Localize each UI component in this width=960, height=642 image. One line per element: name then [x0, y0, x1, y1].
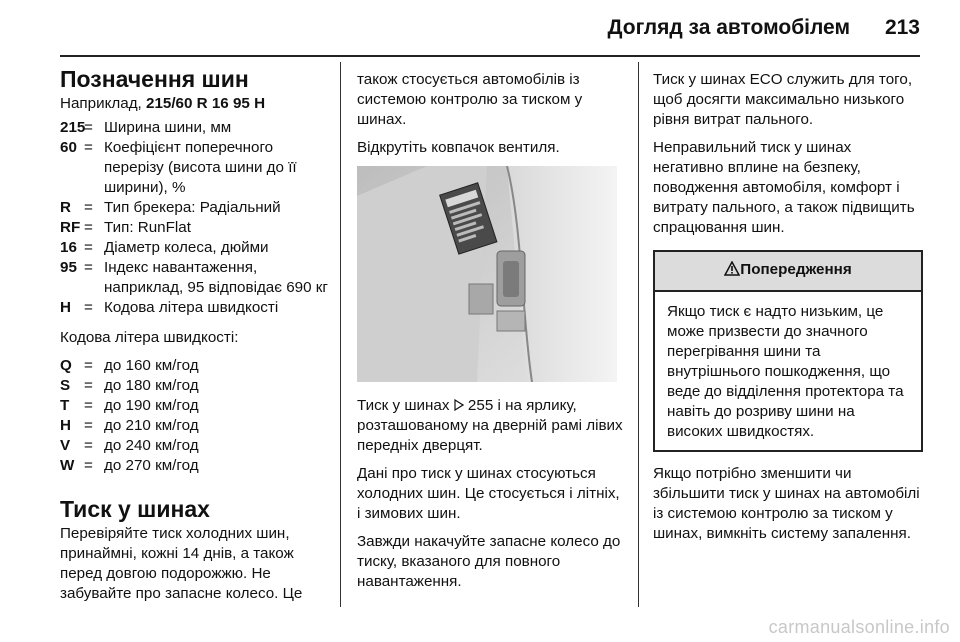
definition-row	[60, 198, 328, 218]
definition-value: до 210 км/год	[104, 417, 199, 434]
definition-value: до 240 км/год	[104, 437, 199, 454]
warning-header	[655, 252, 921, 292]
speed-list	[60, 356, 328, 476]
header-divider	[60, 55, 920, 57]
definition-equals: =	[84, 119, 93, 136]
definition-value: до 270 км/год	[104, 457, 199, 474]
triangle-arrow-icon	[454, 397, 464, 414]
definition-equals: =	[84, 437, 93, 454]
paragraph-cold-tyres: Дані про тиск у шинах стосуються холодних шин. Це стосується і літніх, і зимових шин.	[357, 465, 620, 522]
door-frame-label-photo	[357, 166, 617, 382]
paragraph-incorrect-pressure: Неправильний тиск у шинах негативно вплине на безпеку, поводження автомобіля, комфорт і витрату пального, а також підвищить спрацювання шин.	[653, 139, 915, 236]
definition-equals: =	[84, 259, 93, 276]
warning-body: Якщо тиск є надто низьким, це може призвести до значного перегрівання шини та внутрішнього пошкодження, що веде до відділення протектора та навіть до розриву шини на високих швидкостях.	[667, 303, 904, 440]
definition-key: 95	[60, 259, 77, 276]
definition-key: H	[60, 299, 71, 316]
example-value: 215/60 R 16 95 H	[146, 95, 266, 112]
speed-intro: Кодова літера швидкості:	[60, 329, 239, 346]
definition-row	[60, 456, 328, 476]
paragraph-system: також стосується автомобілів із системою контролю за тиском у шинах.	[357, 71, 583, 128]
definition-row	[60, 118, 328, 138]
definition-key: R	[60, 199, 71, 216]
definition-row	[60, 416, 328, 436]
definition-value: Кодова літера швидкості	[104, 299, 279, 316]
warning-box	[653, 250, 923, 452]
column-1	[60, 66, 328, 612]
definition-value: Ширина шини, мм	[104, 119, 232, 136]
definition-key: 215	[60, 119, 86, 136]
definition-equals: =	[84, 239, 93, 256]
page-header	[0, 0, 960, 60]
definition-row	[60, 436, 328, 456]
definition-key: Q	[60, 357, 72, 374]
definition-row	[60, 238, 328, 258]
definition-row	[60, 356, 328, 376]
paragraph-adjust-pressure: Якщо потрібно зменшити чи збільшити тиск у шинах на автомобілі із системою контролю за тиском у шинах, вимкніть систему запалення.	[653, 465, 920, 542]
definition-row	[60, 376, 328, 396]
definition-key: S	[60, 377, 71, 394]
paragraph-valve-cap: Відкрутіть ковпачок вентиля.	[357, 139, 560, 156]
definition-row	[60, 396, 328, 416]
page-reference[interactable]: 255	[467, 397, 494, 414]
definition-value: Тип брекера: Радіальний	[104, 199, 281, 216]
example-line	[60, 94, 328, 114]
definition-row	[60, 258, 328, 298]
definition-row	[60, 298, 328, 318]
definition-value: Індекс навантаження, наприклад, 95 відповідає 690 кг	[104, 259, 328, 296]
pressure-ref-text-b: і на ярлику, розташованому на дверній рамі лівих передніх дверцят.	[357, 397, 623, 454]
warning-title: Попередження	[740, 261, 852, 278]
definition-row	[60, 218, 328, 238]
definition-equals: =	[84, 219, 93, 236]
section-title: Догляд за автомобілем	[607, 16, 850, 39]
definition-value: Тип: RunFlat	[104, 219, 191, 236]
definition-list	[60, 118, 328, 318]
warning-triangle-icon	[724, 261, 740, 278]
definition-value: до 180 км/год	[104, 377, 199, 394]
definition-equals: =	[84, 397, 93, 414]
definition-key: RF	[60, 219, 81, 236]
definition-key: H	[60, 417, 71, 434]
column-divider-2	[638, 62, 639, 607]
column-divider-1	[340, 62, 341, 607]
definition-value: Діаметр колеса, дюйми	[104, 239, 269, 256]
watermark: carmanualsonline.info	[768, 617, 950, 637]
definition-value: до 190 км/год	[104, 397, 199, 414]
definition-equals: =	[84, 139, 93, 156]
definition-key: W	[60, 457, 75, 474]
example-prefix: Наприклад,	[60, 95, 146, 112]
pressure-ref-text-a: Тиск у шинах	[357, 397, 454, 414]
definition-key: T	[60, 397, 70, 414]
definition-row	[60, 138, 328, 198]
column-2	[357, 70, 627, 600]
page-number: 213	[884, 16, 920, 39]
definition-value: Коефіцієнт поперечного перерізу (висота шини до її ширини), %	[104, 139, 297, 196]
definition-key: V	[60, 437, 71, 454]
definition-key: 60	[60, 139, 77, 156]
tyre-designation-heading: Позначення шин	[60, 66, 249, 92]
definition-equals: =	[84, 457, 93, 474]
tyre-pressure-heading: Тиск у шинах	[60, 496, 210, 522]
tyre-pressure-paragraph: Перевіряйте тиск холодних шин, принаймні, кожні 14 днів, а також перед довгою подорожжю. Не забувайте про запасне колесо. Це	[60, 525, 303, 602]
definition-equals: =	[84, 417, 93, 434]
definition-value: до 160 км/год	[104, 357, 199, 374]
column-3	[653, 70, 923, 552]
paragraph-eco-pressure: Тиск у шинах ECO служить для того, щоб досягти максимально низького рівня витрат пального.	[653, 71, 913, 128]
paragraph-spare-wheel: Завжди накачуйте запасне колесо до тиску, вказаного для повного навантаження.	[357, 533, 621, 590]
paragraph-pressure-ref	[357, 396, 627, 456]
definition-equals: =	[84, 377, 93, 394]
definition-equals: =	[84, 357, 93, 374]
definition-key: 16	[60, 239, 77, 256]
definition-equals: =	[84, 199, 93, 216]
definition-equals: =	[84, 299, 93, 316]
